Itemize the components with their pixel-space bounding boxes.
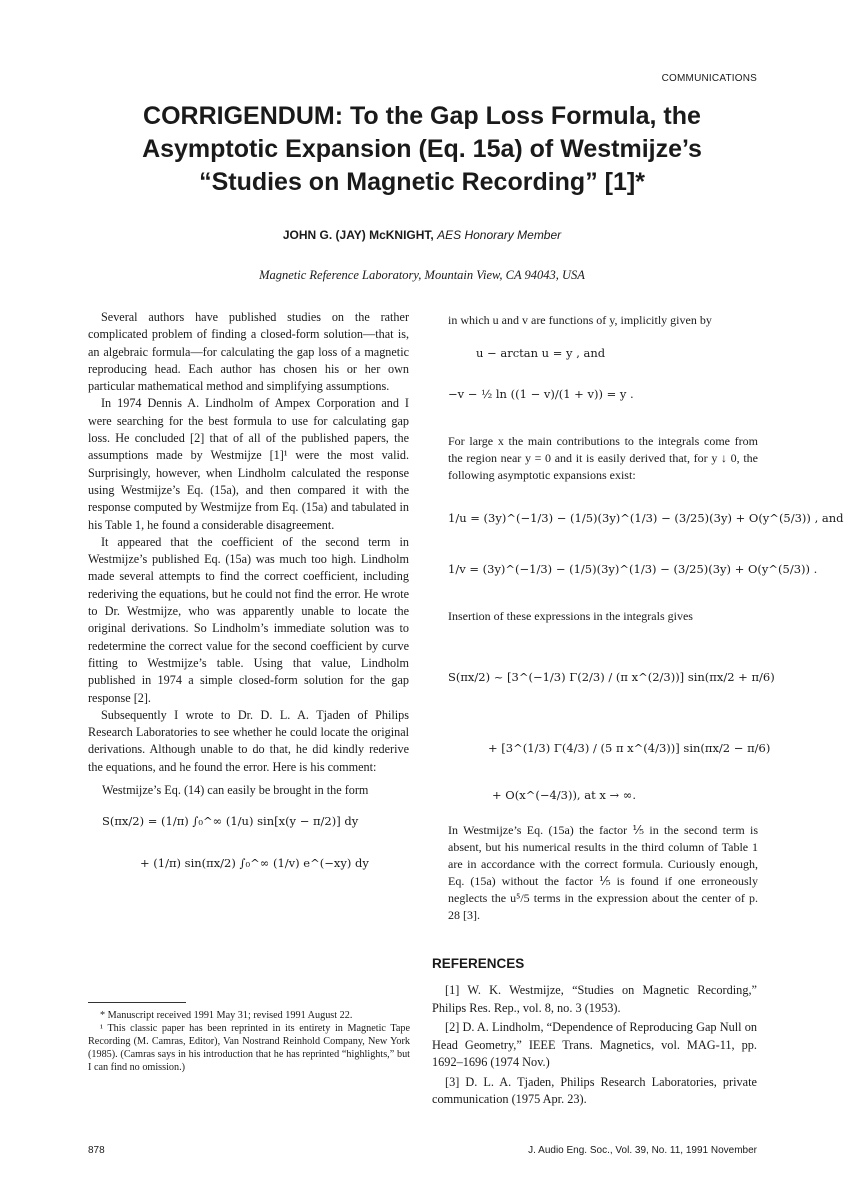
equation-s-integral-2: + (1/π) sin(πx/2) ∫₀^∞ (1/v) e^(−xy) dy: [140, 855, 369, 870]
title-line-3: “Studies on Magnetic Recording” [1]*: [199, 168, 645, 196]
references-list: [432, 982, 757, 1111]
title-line-2: Asymptotic Expansion (Eq. 15a) of Westmijze’s: [142, 135, 702, 163]
article-title: [60, 100, 784, 199]
equation-s-asymptotic-1: S(πx/2) ~ [3^(−1/3) Γ(2/3) / (π x^(2/3))] sin(πx/2 + π/6): [448, 670, 775, 684]
footnote-rule: [88, 1002, 186, 1003]
section-label: COMMUNICATIONS: [661, 73, 757, 84]
title-line-1: CORRIGENDUM: To the Gap Loss Formula, the: [143, 102, 701, 130]
affiliation: Magnetic Reference Laboratory, Mountain View, CA 94043, USA: [259, 268, 585, 282]
paragraph-conclusion: In Westmijze’s Eq. (15a) the factor ⅕ in the second term is absent, but his numerical results in the third column of Table 1 are in accordance with the correct formula. Curiously enough, Eq. (15a) without the factor ⅕ is found if one erroneously neglects the u⁵/5 terms in the expression about the center of p. 28 [3].: [448, 823, 758, 922]
left-column: [88, 309, 409, 872]
paragraph-insertion: Insertion of these expressions in the integrals gives: [448, 609, 693, 623]
paragraph-intro: Several authors have published studies on the rather complicated problem of finding a closed-form solution—that is, an algebraic formula—for calculating the gap loss of a magnetic reproducing head. Each author has chosen his or her own particular mathematical method and simplifying assumptions.: [88, 310, 409, 394]
equation-s-integral: S(πx/2) = (1/π) ∫₀^∞ (1/u) sin[x(y − π/2)] dy: [102, 814, 359, 829]
footnote-manuscript: * Manuscript received 1991 May 31; revised 1991 August 22.: [100, 1010, 353, 1021]
equation-s-asymptotic-3: + O(x^(−4/3)), at x → ∞.: [492, 788, 637, 802]
reference-1: [1] W. K. Westmijze, “Studies on Magnetic Recording,” Philips Res. Rep., vol. 8, no. 3 (1953).: [432, 983, 757, 1015]
journal-citation: J. Audio Eng. Soc., Vol. 39, No. 11, 1991 November: [528, 1145, 757, 1156]
paragraph-uv: in which u and v are functions of y, implicitly given by: [448, 313, 712, 327]
equation-v: −v − ½ ln ((1 − v)/(1 + v)) = y .: [448, 387, 634, 401]
paragraph-coefficient: It appeared that the coefficient of the second term in Westmijze’s published Eq. (15a) was much too high. Lindholm made several attempts to find the correct coefficient, including rederiving the equations, but he could not find the error. He wrote to Dr. Westmijze, who was apparently unable to locate the original derivations. So Lindholm’s immediate solution was to redetermine the correct value for the second coefficient by curve fitting to Westmijze’s table. Using that value, Lindholm published in 1974 a simple closed-form solution for the gap response [2].: [88, 534, 409, 705]
page-number: 878: [88, 1145, 105, 1156]
author-name: JOHN G. (JAY) McKNIGHT,: [282, 228, 434, 242]
paragraph-large-x: For large x the main contributions to the integrals come from the region near y = 0 and it is easily derived that, for y ↓ 0, the following asymptotic expansions exist:: [448, 434, 758, 482]
equation-inverse-u: 1/u = (3y)^(−1/3) − (1/5)(3y)^(1/3) − (3/25)(3y) + O(y^(5/3)) , and: [448, 511, 844, 525]
reference-3: [3] D. L. A. Tjaden, Philips Research Laboratories, private communication (1975 Apr. 23).: [432, 1074, 757, 1106]
author-line: [0, 228, 844, 242]
footnotes: [88, 1009, 410, 1074]
paragraph-tjaden: Subsequently I wrote to Dr. D. L. A. Tjaden of Philips Research Laboratories to see whether he could locate the original derivations. Although unable to do that, he did kindly rederive the equations, and he found the error. Here is his comment:: [88, 707, 409, 774]
equation-s-asymptotic-2: + [3^(1/3) Γ(4/3) / (5 π x^(4/3))] sin(πx/2 − π/6): [488, 741, 771, 755]
references-heading: REFERENCES: [432, 956, 525, 971]
paragraph-eq14: Westmijze’s Eq. (14) can easily be brought in the form: [102, 783, 369, 798]
right-column: [448, 312, 844, 924]
equation-inverse-v: 1/v = (3y)^(−1/3) − (1/5)(3y)^(1/3) − (3/25)(3y) + O(y^(5/3)) .: [448, 562, 818, 576]
equation-u: u − arctan u = y , and: [476, 346, 606, 360]
footnote-reprint: ¹ This classic paper has been reprinted in its entirety in Magnetic Tape Recording (M. Camras, Editor), Van Nostrand Reinhold Company, New York (1985). (Camras says in his introduction that he has reprinted “highlights,” but I can find no omission.): [88, 1023, 410, 1073]
author-membership: AES Honorary Member: [437, 228, 562, 242]
reference-2: [2] D. A. Lindholm, “Dependence of Reproducing Gap Null on Head Geometry,” IEEE Trans. Magnetics, vol. MAG-11, pp. 1692–1696 (1974 Nov.): [432, 1020, 757, 1069]
paragraph-lindholm: In 1974 Dennis A. Lindholm of Ampex Corporation and I were searching for the best formula to use for calculating gap loss. He concluded [2] that of all of the published papers, the assumptions made by Westmijze [1]¹ were the most valid. Surprisingly, however, when Lindholm calculated the response using Westmijze’s Eq. (15a), and then compared it with the response computed by Westmijze from Eq. (15a) and tabulated in his Table 1, he found a considerable disagreement.: [88, 396, 409, 532]
